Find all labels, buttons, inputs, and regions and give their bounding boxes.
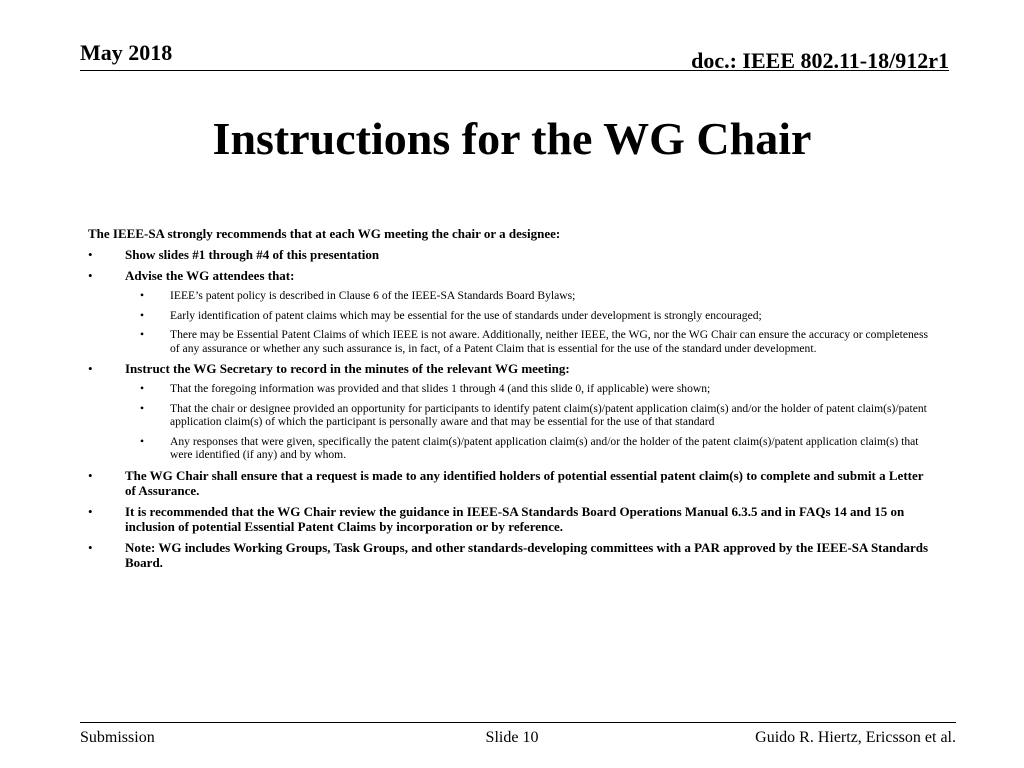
sub-bullet [88,328,936,355]
bullet-advise-attendees [88,268,936,283]
sub-bullet-marker: • [140,308,145,322]
header-date: May 2018 [80,40,173,65]
bullet-text: Advise the WG attendees that: [125,268,295,283]
sub-bullet [88,382,936,396]
footer-submission: Submission [80,729,155,746]
bullet-marker: • [88,247,93,262]
sub-bullet-marker: • [140,434,145,448]
sub-bullet-text: That the foregoing information was provided and that slides 1 through 4 (and this slide 0, if applicable) were shown; [170,382,711,395]
bullet-letter-of-assurance [88,468,936,498]
bullet-marker: • [88,467,93,483]
sub-bullet-marker: • [140,401,145,415]
bullet-marker: • [88,539,93,555]
sub-bullet [88,309,936,323]
footer-slide-number: Slide 10 [485,729,539,746]
sub-bullet-text: That the chair or designee provided an opportunity for participants to identify patent claim(s)/patent application claim(s) and/or the holder of patent claim(s)/patent application claim(s) of which the participant is personally aware and that may be essential for the use of that standard [170,401,927,428]
sub-bullet-text: Early identification of patent claims which may be essential for the use of standards under development is strongly encouraged; [170,308,762,322]
bullet-text: Instruct the WG Secretary to record in the minutes of the relevant WG meeting: [125,361,570,376]
sub-bullet-text: Any responses that were given, specifically the patent claim(s)/patent application claim(s) and/or the holder of the patent claim(s)/patent application claim(s) that were identified (if any) and by whom. [170,434,919,461]
sub-bullet-marker: • [140,289,145,302]
header-doc-id: doc.: IEEE 802.11-18/912r1 [691,48,949,73]
sub-bullet [88,402,936,429]
sub-bullet-marker: • [140,382,145,395]
bullet-marker: • [88,361,93,376]
sub-bullet-text: IEEE’s patent policy is described in Clause 6 of the IEEE-SA Standards Board Bylaws; [170,289,576,302]
slide-title: Instructions for the WG Chair [212,113,812,164]
bullet-marker: • [88,268,93,283]
sub-bullet-text: There may be Essential Patent Claims of which IEEE is not aware. Additionally, neither IEEE, the WG, nor the WG Chair can ensure the accuracy or completeness of any assurance or whether any such assurance is, in fact, of a Patent Claim that is essential for the use of the standard under development. [170,328,928,355]
intro-text: The IEEE-SA strongly recommends that at each WG meeting the chair or a designee: [88,226,561,241]
sub-bullet [88,435,936,462]
sub-bullet-marker: • [140,328,145,341]
bullet-text: The WG Chair shall ensure that a request is made to any identified holders of potential essential patent claim(s) to complete and submit a Letter of Assurance. [125,467,924,498]
footer-divider [80,722,956,723]
bullet-text: Show slides #1 through #4 of this presentation [125,247,380,262]
bullet-marker: • [88,503,93,519]
bullet-instruct-secretary [88,361,936,376]
bullet-text: It is recommended that the WG Chair review the guidance in IEEE-SA Standards Board Operations Manual 6.3.5 and in FAQs 14 and 15 on inclusion of potential Essential Patent Claims by incorporation or by reference. [125,503,905,534]
bullet-show-slides [88,247,936,262]
bullet-wg-note [88,540,936,570]
header-divider [80,70,949,71]
bullet-review-guidance [88,504,936,534]
bullet-text: Note: WG includes Working Groups, Task Groups, and other standards-developing committees with a PAR approved by the IEEE-SA Standards Board. [125,539,929,570]
sub-bullet [88,289,936,303]
footer-author: Guido R. Hiertz, Ericsson et al. [755,729,956,746]
slide-body [88,226,936,576]
